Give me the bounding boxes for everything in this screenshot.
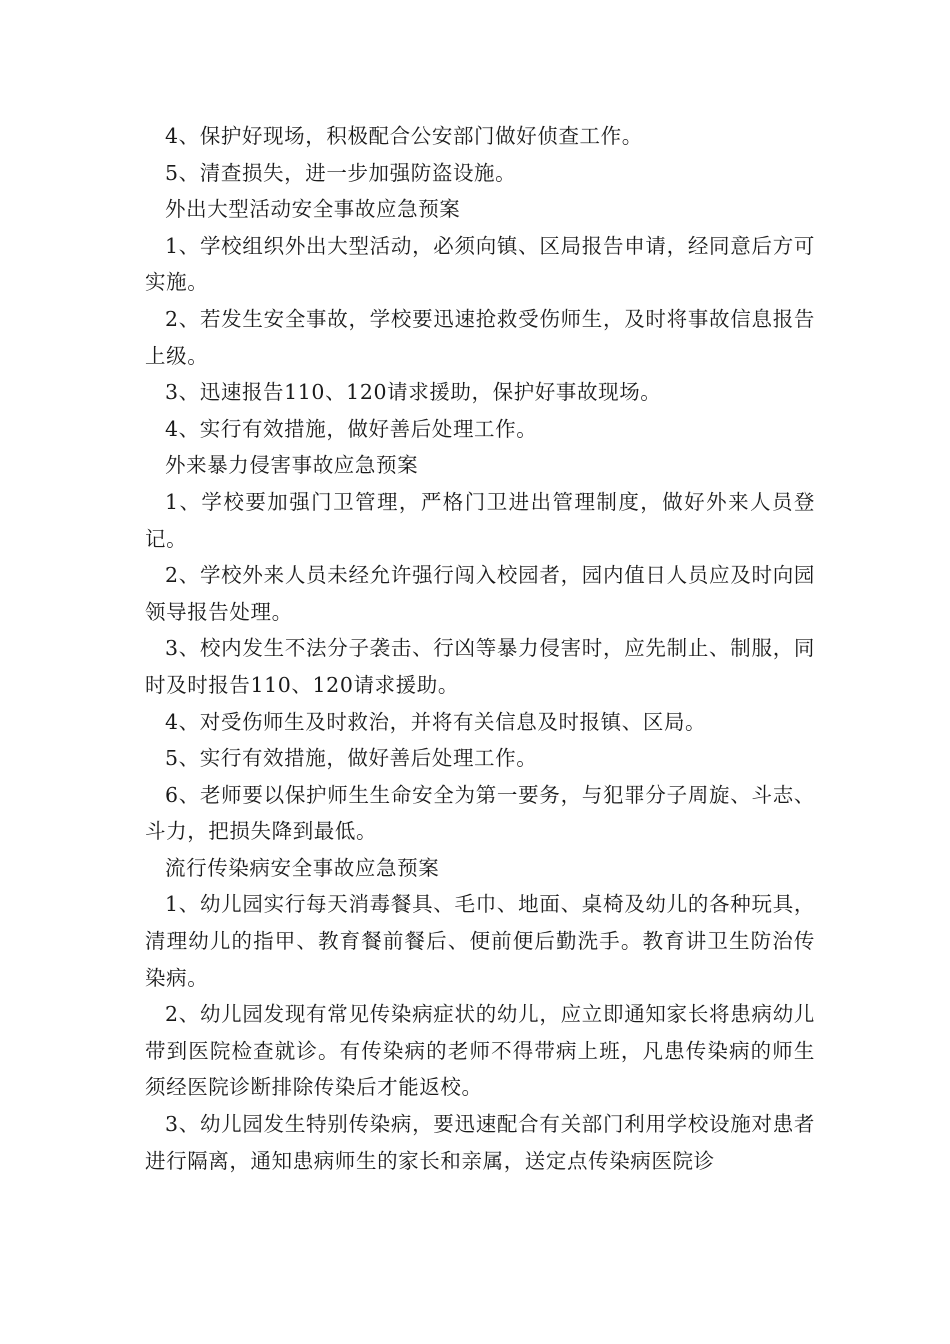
section-heading-outing: 外出大型活动安全事故应急预案	[165, 197, 461, 222]
paragraph-14: 6、老师要以保护师生生命安全为第一要务，与犯罪分子周旋、斗志、斗力，把损失降到最低。	[145, 782, 815, 844]
paragraph-4: 1、学校组织外出大型活动，必须向镇、区局报告申请，经同意后方可实施。	[145, 233, 815, 295]
paragraph-10: 2、学校外来人员未经允许强行闯入校园者，园内值日人员应及时向园领导报告处理。	[145, 563, 815, 624]
paragraph-1: 4、保护好现场，积极配合公安部门做好侦查工作。	[165, 124, 643, 148]
paragraph-18: 3、幼儿园发生特别传染病，要迅速配合有关部门利用学校设施对患者进行隔离，通知患病师生的家长和亲属，送定点传染病医院诊	[145, 1112, 815, 1173]
paragraph-11: 3、校内发生不法分子袭击、行凶等暴力侵害时，应先制止、制服，同时及时报告110、120请求援助。	[145, 636, 815, 697]
paragraph-5: 2、若发生安全事故，学校要迅速抢救受伤师生，及时将事故信息报告上级。	[145, 306, 815, 368]
paragraph-2: 5、清查损失，进一步加强防盗设施。	[165, 160, 517, 185]
paragraph-13: 5、实行有效措施，做好善后处理工作。	[165, 746, 538, 771]
paragraph-7: 4、实行有效措施，做好善后处理工作。	[165, 416, 538, 441]
paragraph-16: 1、幼儿园实行每天消毒餐具、毛巾、地面、桌椅及幼儿的各种玩具，清理幼儿的指甲、教育餐前餐后、便前便后勤洗手。教育讲卫生防治传染病。	[145, 892, 815, 990]
document-body	[145, 118, 815, 1179]
section-heading-epidemic: 流行传染病安全事故应急预案	[165, 855, 440, 880]
paragraph-6: 3、迅速报告110、120请求援助，保护好事故现场。	[165, 380, 662, 405]
section-heading-violence: 外来暴力侵害事故应急预案	[165, 453, 419, 478]
paragraph-9: 1、学校要加强门卫管理，严格门卫进出管理制度，做好外来人员登记。	[145, 489, 815, 551]
paragraph-12: 4、对受伤师生及时救治，并将有关信息及时报镇、区局。	[165, 709, 707, 734]
paragraph-17: 2、幼儿园发现有常见传染病症状的幼儿，应立即通知家长将患病幼儿带到医院检查就诊。有传染病的老师不得带病上班，凡患传染病的师生须经医院诊断排除传染后才能返校。	[145, 1002, 815, 1100]
